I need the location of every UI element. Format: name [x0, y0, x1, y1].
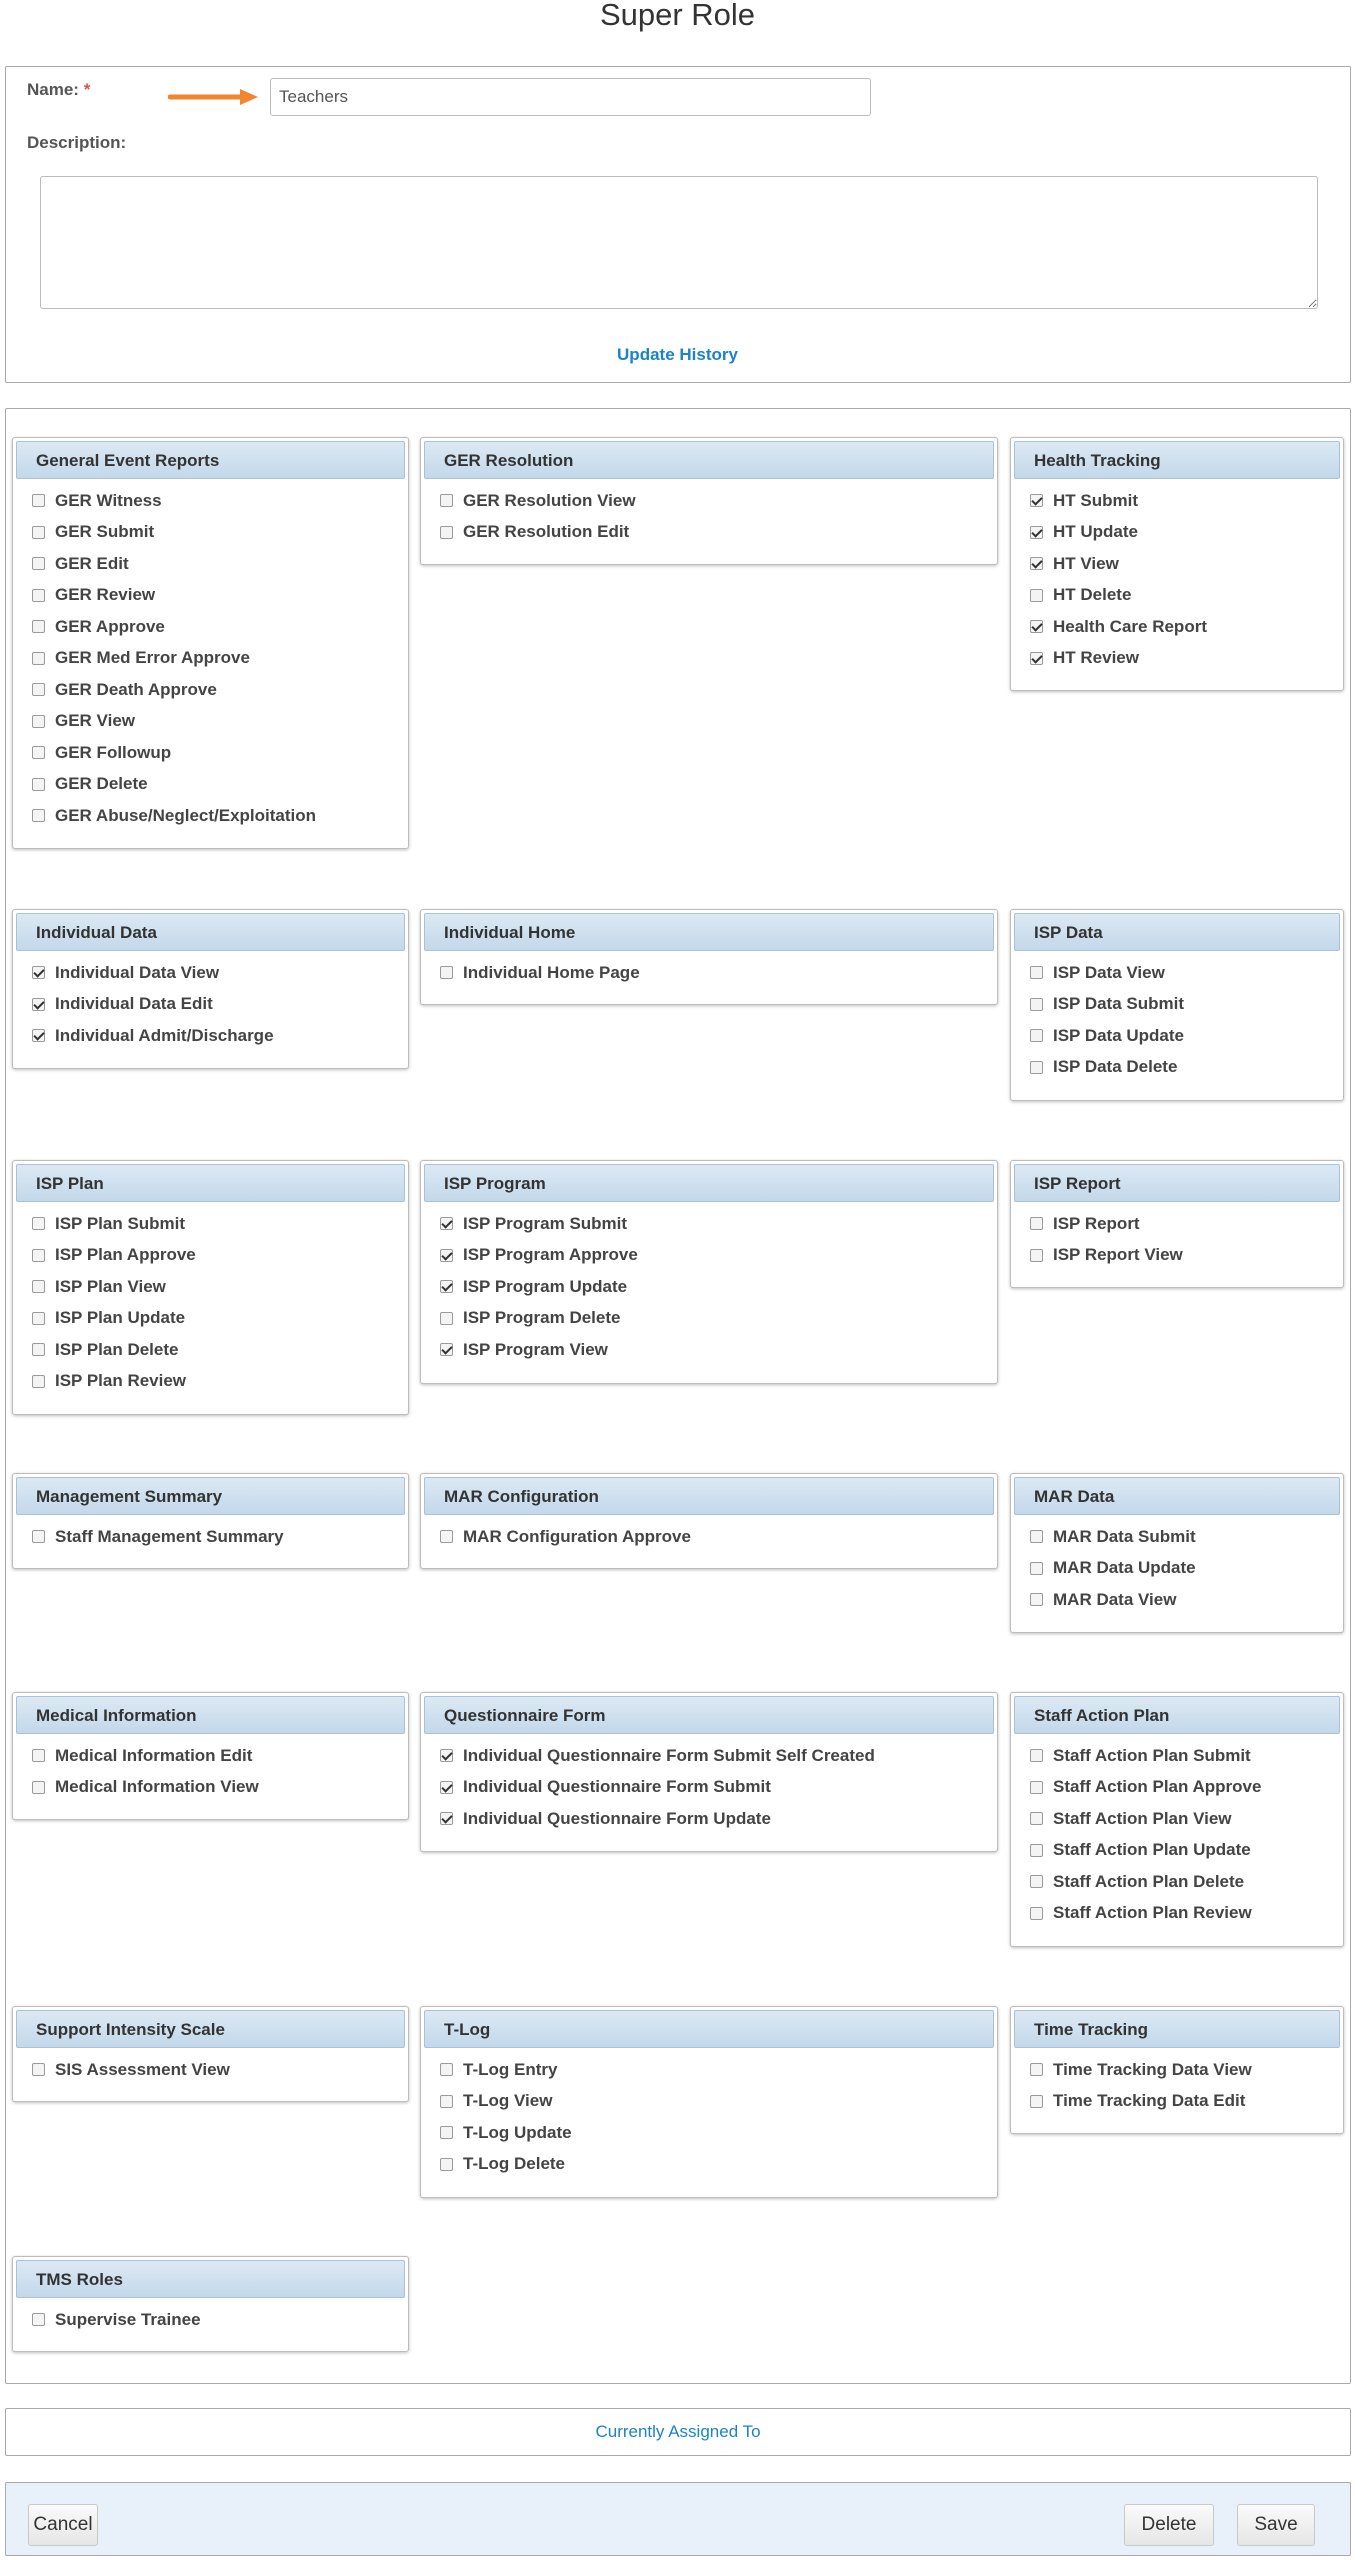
- group-items: [1030, 2054, 1252, 2117]
- permission-item-isp-report[interactable]: [1030, 1208, 1183, 1240]
- permission-item-staff-action-plan-review[interactable]: [1030, 1898, 1261, 1930]
- permission-label: Staff Action Plan Submit: [1053, 1745, 1251, 1765]
- permission-item-isp-plan-review[interactable]: [32, 1366, 196, 1398]
- permission-label: Staff Action Plan Update: [1053, 1840, 1251, 1860]
- group-items: [32, 1521, 284, 1553]
- permission-item-isp-plan-submit[interactable]: [32, 1208, 196, 1240]
- checkbox-unchecked-icon[interactable]: [1030, 1061, 1043, 1074]
- permission-item-t-log-update[interactable]: [440, 2117, 572, 2149]
- permission-item-ger-followup[interactable]: [32, 737, 316, 769]
- permission-group-management-summary: [12, 1473, 409, 1569]
- checkbox-unchecked-icon[interactable]: [1030, 966, 1043, 979]
- permission-group-questionnaire-form: [420, 1692, 998, 1852]
- group-header: Medical Information: [16, 1696, 405, 1734]
- permission-item-time-tracking-data-view[interactable]: [1030, 2054, 1252, 2086]
- permission-item-mar-data-submit[interactable]: [1030, 1521, 1196, 1553]
- permission-item-staff-action-plan-delete[interactable]: [1030, 1866, 1261, 1898]
- permission-item-ger-submit[interactable]: [32, 517, 316, 549]
- permission-label: ISP Program View: [463, 1339, 608, 1359]
- permission-label: ISP Report View: [1053, 1245, 1183, 1265]
- permission-label: ISP Plan Review: [55, 1371, 187, 1391]
- permission-label: Time Tracking Data Edit: [1053, 2091, 1246, 2111]
- group-items: [32, 2304, 201, 2336]
- checkbox-unchecked-icon[interactable]: [440, 1530, 453, 1543]
- permission-item-staff-action-plan-submit[interactable]: [1030, 1740, 1261, 1772]
- group-header: Individual Home: [424, 913, 994, 951]
- permission-label: MAR Data Submit: [1053, 1526, 1196, 1546]
- permission-item-staff-action-plan-view[interactable]: [1030, 1803, 1261, 1835]
- checkbox-unchecked-icon[interactable]: [32, 746, 45, 759]
- permission-item-individual-questionnaire-form-update[interactable]: [440, 1803, 875, 1835]
- permission-label: ISP Program Delete: [463, 1308, 621, 1328]
- group-items: [32, 2054, 230, 2086]
- permission-label: Health Care Report: [1053, 616, 1207, 636]
- permission-item-ger-resolution-edit[interactable]: [440, 517, 636, 549]
- permission-item-time-tracking-data-edit[interactable]: [1030, 2086, 1252, 2118]
- permission-item-isp-plan-approve[interactable]: [32, 1240, 196, 1272]
- checkbox-checked-icon[interactable]: [32, 1029, 45, 1042]
- checkbox-unchecked-icon[interactable]: [32, 1312, 45, 1325]
- checkbox-checked-icon[interactable]: [1030, 494, 1043, 507]
- checkbox-unchecked-icon[interactable]: [32, 1280, 45, 1293]
- permission-label: ISP Data Delete: [1053, 1057, 1178, 1077]
- permission-label: GER Death Approve: [55, 679, 217, 699]
- checkbox-unchecked-icon[interactable]: [440, 526, 453, 539]
- permission-group-isp-report: [1010, 1160, 1344, 1288]
- checkbox-checked-icon[interactable]: [440, 1812, 453, 1825]
- permission-item-isp-plan-view[interactable]: [32, 1271, 196, 1303]
- group-header: Health Tracking: [1014, 441, 1340, 479]
- permission-label: GER Delete: [55, 774, 148, 794]
- checkbox-unchecked-icon[interactable]: [440, 2063, 453, 2076]
- group-items: [32, 957, 274, 1052]
- checkbox-checked-icon[interactable]: [440, 1217, 453, 1230]
- group-header: GER Resolution: [424, 441, 994, 479]
- permission-item-individual-questionnaire-form-submit[interactable]: [440, 1772, 875, 1804]
- permission-label: Individual Data Edit: [55, 994, 213, 1014]
- permission-item-ht-view[interactable]: [1030, 548, 1207, 580]
- permission-label: ISP Plan Approve: [55, 1245, 196, 1265]
- checkbox-checked-icon[interactable]: [440, 1749, 453, 1762]
- permission-item-medical-information-view[interactable]: [32, 1772, 259, 1804]
- checkbox-unchecked-icon[interactable]: [1030, 1530, 1043, 1543]
- checkbox-unchecked-icon[interactable]: [1030, 1029, 1043, 1042]
- permission-label: GER Resolution Edit: [463, 522, 630, 542]
- checkbox-unchecked-icon[interactable]: [1030, 1217, 1043, 1230]
- checkbox-unchecked-icon[interactable]: [1030, 1593, 1043, 1606]
- group-header: ISP Plan: [16, 1164, 405, 1202]
- checkbox-unchecked-icon[interactable]: [440, 966, 453, 979]
- permission-item-ger-delete[interactable]: [32, 769, 316, 801]
- checkbox-unchecked-icon[interactable]: [32, 683, 45, 696]
- permission-item-ger-review[interactable]: [32, 580, 316, 612]
- permission-label: ISP Plan Update: [55, 1308, 186, 1328]
- permission-label: MAR Data Update: [1053, 1558, 1196, 1578]
- checkbox-unchecked-icon[interactable]: [32, 1530, 45, 1543]
- checkbox-unchecked-icon[interactable]: [1030, 1907, 1043, 1920]
- group-header: Staff Action Plan: [1014, 1696, 1340, 1734]
- permission-label: MAR Data View: [1053, 1589, 1177, 1609]
- permission-label: T-Log Entry: [463, 2059, 558, 2079]
- footer-bar: [5, 2482, 1351, 2556]
- page-title: Super Role: [599, 0, 756, 32]
- checkbox-unchecked-icon[interactable]: [32, 652, 45, 665]
- group-header: General Event Reports: [16, 441, 405, 479]
- checkbox-checked-icon[interactable]: [32, 966, 45, 979]
- permission-label: Medical Information Edit: [55, 1745, 253, 1765]
- permission-group-isp-program: [420, 1160, 998, 1384]
- permission-group-time-tracking: [1010, 2006, 1344, 2134]
- permission-item-mar-data-update[interactable]: [1030, 1553, 1196, 1585]
- permission-item-individual-home-page[interactable]: [440, 957, 640, 989]
- name-label: [27, 80, 90, 100]
- checkbox-checked-icon[interactable]: [32, 998, 45, 1011]
- permission-group-mar-configuration: [420, 1473, 998, 1569]
- checkbox-checked-icon[interactable]: [440, 1280, 453, 1293]
- permission-label: ISP Report: [1053, 1213, 1140, 1233]
- checkbox-unchecked-icon[interactable]: [32, 494, 45, 507]
- permission-item-isp-plan-delete[interactable]: [32, 1334, 196, 1366]
- permission-group-ger-resolution: [420, 437, 998, 565]
- name-label-text: Name:: [27, 80, 79, 99]
- checkbox-unchecked-icon[interactable]: [1030, 998, 1043, 1011]
- checkbox-checked-icon[interactable]: [1030, 652, 1043, 665]
- group-items: [440, 957, 640, 989]
- checkbox-unchecked-icon[interactable]: [32, 1249, 45, 1262]
- permission-item-isp-data-update[interactable]: [1030, 1020, 1184, 1052]
- checkbox-unchecked-icon[interactable]: [32, 2313, 45, 2326]
- group-items: [440, 1208, 638, 1366]
- permission-label: HT View: [1053, 553, 1119, 573]
- permission-label: ISP Program Submit: [463, 1213, 628, 1233]
- checkbox-unchecked-icon[interactable]: [440, 1312, 453, 1325]
- permission-item-ger-death-approve[interactable]: [32, 674, 316, 706]
- permission-label: ISP Data View: [1053, 962, 1165, 982]
- permission-group-support-intensity-scale: [12, 2006, 409, 2102]
- checkbox-unchecked-icon[interactable]: [1030, 1749, 1043, 1762]
- group-items: [1030, 485, 1207, 674]
- permission-label: ISP Data Submit: [1053, 994, 1184, 1014]
- permission-item-individual-questionnaire-form-submit-self-created[interactable]: [440, 1740, 875, 1772]
- permission-item-isp-data-view[interactable]: [1030, 957, 1184, 989]
- permission-label: HT Review: [1053, 648, 1139, 668]
- group-header: MAR Data: [1014, 1477, 1340, 1515]
- permission-group-tms-roles: [12, 2256, 409, 2352]
- permission-label: Staff Action Plan Approve: [1053, 1777, 1262, 1797]
- checkbox-checked-icon[interactable]: [1030, 526, 1043, 539]
- checkbox-unchecked-icon[interactable]: [32, 557, 45, 570]
- permission-item-ger-view[interactable]: [32, 706, 316, 738]
- permission-item-t-log-delete[interactable]: [440, 2149, 572, 2181]
- group-items: [32, 1740, 259, 1803]
- group-items: [440, 485, 636, 548]
- group-header: Time Tracking: [1014, 2010, 1340, 2048]
- group-items: [1030, 1740, 1261, 1929]
- permission-item-ht-submit[interactable]: [1030, 485, 1207, 517]
- permission-item-ht-review[interactable]: [1030, 643, 1207, 675]
- permission-label: GER Submit: [55, 522, 155, 542]
- permission-label: MAR Configuration Approve: [463, 1526, 691, 1546]
- group-items: [1030, 1208, 1183, 1271]
- permission-label: T-Log Delete: [463, 2154, 566, 2174]
- checkbox-unchecked-icon[interactable]: [1030, 1781, 1043, 1794]
- permission-label: HT Delete: [1053, 585, 1132, 605]
- checkbox-unchecked-icon[interactable]: [440, 2158, 453, 2171]
- permission-label: ISP Plan Delete: [55, 1339, 179, 1359]
- permission-label: ISP Plan Submit: [55, 1213, 186, 1233]
- checkbox-unchecked-icon[interactable]: [1030, 1875, 1043, 1888]
- group-items: [440, 1521, 691, 1553]
- checkbox-unchecked-icon[interactable]: [32, 589, 45, 602]
- checkbox-unchecked-icon[interactable]: [1030, 2095, 1043, 2108]
- checkbox-checked-icon[interactable]: [440, 1343, 453, 1356]
- save-button[interactable]: Save: [1237, 2504, 1315, 2546]
- checkbox-unchecked-icon[interactable]: [32, 2063, 45, 2076]
- permission-label: Supervise Trainee: [55, 2309, 201, 2329]
- permission-item-isp-data-submit[interactable]: [1030, 989, 1184, 1021]
- permission-label: Time Tracking Data View: [1053, 2059, 1252, 2079]
- checkbox-unchecked-icon[interactable]: [440, 2126, 453, 2139]
- permission-group-individual-home: [420, 909, 998, 1005]
- cancel-button[interactable]: Cancel: [28, 2504, 98, 2546]
- checkbox-unchecked-icon[interactable]: [1030, 2063, 1043, 2076]
- checkbox-unchecked-icon[interactable]: [1030, 1562, 1043, 1575]
- permission-item-isp-program-approve[interactable]: [440, 1240, 638, 1272]
- permission-label: Individual Data View: [55, 962, 220, 982]
- permission-group-medical-information: [12, 1692, 409, 1820]
- group-header: Support Intensity Scale: [16, 2010, 405, 2048]
- permission-label: Individual Home Page: [463, 962, 640, 982]
- permission-item-individual-data-edit[interactable]: [32, 989, 274, 1021]
- delete-button[interactable]: Delete: [1124, 2504, 1214, 2546]
- permission-item-ht-update[interactable]: [1030, 517, 1207, 549]
- permission-item-staff-management-summary[interactable]: [32, 1521, 284, 1553]
- permission-label: GER Witness: [55, 490, 162, 510]
- description-textarea[interactable]: [40, 176, 1318, 309]
- permission-item-mar-data-view[interactable]: [1030, 1584, 1196, 1616]
- permission-label: GER Approve: [55, 616, 165, 636]
- permission-item-ger-witness[interactable]: [32, 485, 316, 517]
- group-header: ISP Data: [1014, 913, 1340, 951]
- checkbox-checked-icon[interactable]: [1030, 557, 1043, 570]
- description-label: Description:: [27, 133, 127, 152]
- checkbox-checked-icon[interactable]: [440, 1781, 453, 1794]
- update-history-link[interactable]: Update History: [617, 345, 738, 364]
- group-header: Questionnaire Form: [424, 1696, 994, 1734]
- group-header: TMS Roles: [16, 2260, 405, 2298]
- group-items: [32, 485, 316, 832]
- checkbox-unchecked-icon[interactable]: [1030, 1812, 1043, 1825]
- permission-label: HT Update: [1053, 522, 1138, 542]
- permission-label: GER Resolution View: [463, 490, 636, 510]
- group-items: [440, 2054, 572, 2180]
- permission-item-t-log-entry[interactable]: [440, 2054, 572, 2086]
- checkbox-unchecked-icon[interactable]: [440, 2095, 453, 2108]
- permission-item-supervise-trainee[interactable]: [32, 2304, 201, 2336]
- checkbox-checked-icon[interactable]: [440, 1249, 453, 1262]
- permission-group-staff-action-plan: [1010, 1692, 1344, 1947]
- permission-label: GER Med Error Approve: [55, 648, 250, 668]
- permission-item-individual-admit-discharge[interactable]: [32, 1020, 274, 1052]
- required-mark: *: [83, 80, 91, 99]
- checkbox-unchecked-icon[interactable]: [32, 1375, 45, 1388]
- permission-item-staff-action-plan-approve[interactable]: [1030, 1772, 1261, 1804]
- group-items: [32, 1208, 196, 1397]
- permission-group-health-tracking: [1010, 437, 1344, 691]
- permission-item-staff-action-plan-update[interactable]: [1030, 1835, 1261, 1867]
- permission-item-isp-program-view[interactable]: [440, 1334, 638, 1366]
- permission-label: SIS Assessment View: [55, 2059, 230, 2079]
- permission-label: ISP Plan View: [55, 1276, 166, 1296]
- permission-item-individual-data-view[interactable]: [32, 957, 274, 989]
- permission-label: GER Edit: [55, 553, 129, 573]
- permission-label: GER Followup: [55, 742, 172, 762]
- checkbox-unchecked-icon[interactable]: [1030, 1249, 1043, 1262]
- permission-label: Individual Admit/Discharge: [55, 1025, 274, 1045]
- checkbox-unchecked-icon[interactable]: [32, 1781, 45, 1794]
- permission-item-isp-program-delete[interactable]: [440, 1303, 638, 1335]
- permission-item-sis-assessment-view[interactable]: [32, 2054, 230, 2086]
- group-items: [1030, 1521, 1196, 1616]
- permission-item-ger-med-error-approve[interactable]: [32, 643, 316, 675]
- checkbox-unchecked-icon[interactable]: [32, 526, 45, 539]
- permission-item-mar-configuration-approve[interactable]: [440, 1521, 691, 1553]
- permission-group-isp-plan: [12, 1160, 409, 1415]
- group-header: ISP Program: [424, 1164, 994, 1202]
- permission-label: ISP Data Update: [1053, 1025, 1185, 1045]
- permission-item-health-care-report[interactable]: [1030, 611, 1207, 643]
- permission-label: Staff Action Plan Review: [1053, 1903, 1252, 1923]
- permission-label: Staff Action Plan Delete: [1053, 1871, 1245, 1891]
- permission-item-isp-program-update[interactable]: [440, 1271, 638, 1303]
- checkbox-unchecked-icon[interactable]: [1030, 589, 1043, 602]
- group-items: [1030, 957, 1184, 1083]
- permission-group-t-log: [420, 2006, 998, 2198]
- permission-item-isp-report-view[interactable]: [1030, 1240, 1183, 1272]
- permission-item-t-log-view[interactable]: [440, 2086, 572, 2118]
- permission-label: T-Log Update: [463, 2122, 572, 2142]
- permission-group-isp-data: [1010, 909, 1344, 1101]
- permission-label: T-Log View: [463, 2091, 553, 2111]
- permission-item-ger-approve[interactable]: [32, 611, 316, 643]
- currently-assigned-link[interactable]: Currently Assigned To: [595, 2422, 761, 2441]
- permission-label: Staff Action Plan View: [1053, 1808, 1232, 1828]
- group-header: T-Log: [424, 2010, 994, 2048]
- permission-label: Individual Questionnaire Form Submit Self Created: [463, 1745, 875, 1765]
- checkbox-unchecked-icon[interactable]: [1030, 1844, 1043, 1857]
- checkbox-unchecked-icon[interactable]: [32, 1217, 45, 1230]
- permission-label: HT Submit: [1053, 490, 1138, 510]
- permission-group-individual-data: [12, 909, 409, 1069]
- permission-label: ISP Program Approve: [463, 1245, 638, 1265]
- permission-label: Individual Questionnaire Form Update: [463, 1808, 771, 1828]
- permission-label: Individual Questionnaire Form Submit: [463, 1777, 771, 1797]
- permission-item-ger-resolution-view[interactable]: [440, 485, 636, 517]
- permission-item-ger-edit[interactable]: [32, 548, 316, 580]
- permission-item-isp-data-delete[interactable]: [1030, 1052, 1184, 1084]
- checkbox-unchecked-icon[interactable]: [440, 494, 453, 507]
- permission-item-medical-information-edit[interactable]: [32, 1740, 259, 1772]
- checkbox-unchecked-icon[interactable]: [32, 715, 45, 728]
- currently-assigned-panel: [5, 2408, 1351, 2456]
- group-header: Individual Data: [16, 913, 405, 951]
- permission-item-ger-abuse-neglect-exploitation[interactable]: [32, 800, 316, 832]
- permission-group-general-event-reports: [12, 437, 409, 849]
- permission-label: GER Abuse/Neglect/Exploitation: [55, 805, 317, 825]
- checkbox-unchecked-icon[interactable]: [32, 1343, 45, 1356]
- checkbox-checked-icon[interactable]: [1030, 620, 1043, 633]
- group-header: MAR Configuration: [424, 1477, 994, 1515]
- group-header: Management Summary: [16, 1477, 405, 1515]
- checkbox-unchecked-icon[interactable]: [32, 778, 45, 791]
- permission-group-mar-data: [1010, 1473, 1344, 1633]
- group-items: [440, 1740, 875, 1835]
- permission-label: Staff Management Summary: [55, 1526, 284, 1546]
- permission-item-ht-delete[interactable]: [1030, 580, 1207, 612]
- permission-label: GER View: [55, 711, 135, 731]
- right-arrow-icon: [168, 87, 260, 107]
- permission-item-isp-plan-update[interactable]: [32, 1303, 196, 1335]
- checkbox-unchecked-icon[interactable]: [32, 1749, 45, 1762]
- permission-label: Medical Information View: [55, 1777, 259, 1797]
- name-input[interactable]: [270, 78, 871, 116]
- permission-item-isp-program-submit[interactable]: [440, 1208, 638, 1240]
- checkbox-unchecked-icon[interactable]: [32, 809, 45, 822]
- checkbox-unchecked-icon[interactable]: [32, 620, 45, 633]
- permission-label: GER Review: [55, 585, 156, 605]
- permission-label: ISP Program Update: [463, 1276, 628, 1296]
- group-header: ISP Report: [1014, 1164, 1340, 1202]
